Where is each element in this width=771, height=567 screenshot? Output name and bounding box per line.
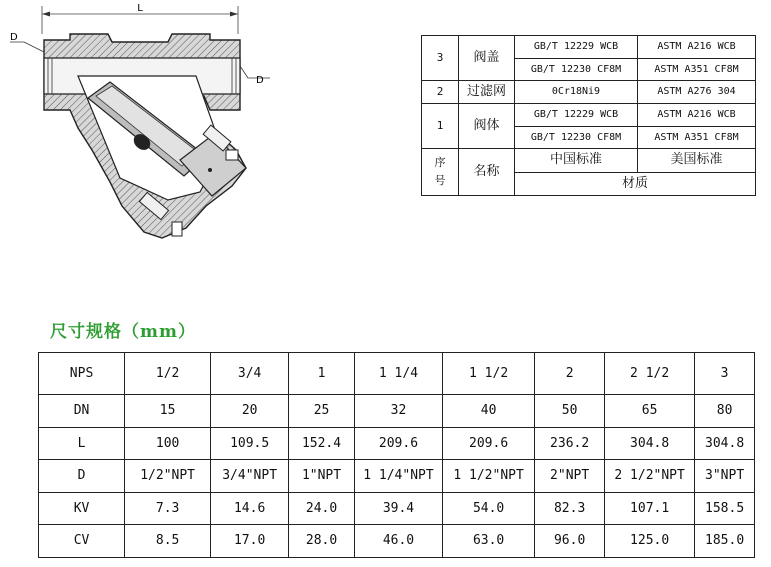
row-label: L: [39, 427, 125, 460]
dimensions-row-nps: [39, 353, 755, 395]
dimension-cell: 2 1/2"NPT: [605, 460, 695, 493]
dimension-cell: 107.1: [605, 492, 695, 525]
dimension-cell: 25: [289, 395, 355, 428]
dimension-cell: 50: [535, 395, 605, 428]
callout-leader-left: [10, 42, 44, 52]
dimension-cell: 40: [443, 395, 535, 428]
dimension-cell: 1 1/4"NPT: [354, 460, 442, 493]
dimension-cell: 3/4"NPT: [211, 460, 289, 493]
dimension-cell: 125.0: [605, 525, 695, 558]
dimension-cell: 63.0: [443, 525, 535, 558]
dimension-cell: 3/4: [211, 353, 289, 395]
callout-label-right: D: [256, 75, 264, 86]
dimension-cell: 65: [605, 395, 695, 428]
dimension-cell: 236.2: [535, 427, 605, 460]
dimension-cell: 1/2"NPT: [125, 460, 211, 493]
dimension-cell: 28.0: [289, 525, 355, 558]
row-number: 1: [422, 104, 459, 149]
dimension-cell: 32: [354, 395, 442, 428]
header-us-standard: 美国标准: [638, 149, 756, 173]
cn-standard: GB/T 12230 CF8M: [515, 58, 638, 81]
dimension-cell: 2 1/2: [605, 353, 695, 395]
row-label: KV: [39, 492, 125, 525]
part-name: 阀体: [459, 104, 515, 149]
dimension-cell: 1/2: [125, 353, 211, 395]
callout-label-left: D: [10, 32, 18, 43]
material-table: [421, 35, 756, 196]
us-standard: ASTM A216 WCB: [638, 36, 756, 59]
dimension-cell: 304.8: [695, 427, 755, 460]
header-seq-line1: 序: [434, 156, 446, 169]
dimensions-title: 尺寸规格（mm）: [50, 322, 196, 342]
dimension-cell: 8.5: [125, 525, 211, 558]
row-label: D: [39, 460, 125, 493]
dimension-cell: 1"NPT: [289, 460, 355, 493]
y-strainer-drawing: [0, 0, 300, 260]
dimension-cell: 3"NPT: [695, 460, 755, 493]
callout-leader-right: [240, 66, 270, 78]
us-standard: ASTM A351 CF8M: [638, 126, 756, 149]
dimension-cell: 1: [289, 353, 355, 395]
dimension-cell: 109.5: [211, 427, 289, 460]
dimension-cell: 2: [535, 353, 605, 395]
material-header-row: [422, 149, 756, 173]
dimensions-row-kv: [39, 492, 755, 525]
cn-standard: 0Cr18Ni9: [515, 81, 638, 104]
dimension-cell: 7.3: [125, 492, 211, 525]
dimension-cell: 1 1/4: [354, 353, 442, 395]
dimensions-row-d: [39, 460, 755, 493]
material-row: [422, 104, 756, 127]
cn-standard: GB/T 12230 CF8M: [515, 126, 638, 149]
dimension-cell: 304.8: [605, 427, 695, 460]
us-standard: ASTM A351 CF8M: [638, 58, 756, 81]
dimension-cell: 80: [695, 395, 755, 428]
dimension-cell: 158.5: [695, 492, 755, 525]
dimension-cell: 100: [125, 427, 211, 460]
us-standard: ASTM A216 WCB: [638, 104, 756, 127]
cn-standard: GB/T 12229 WCB: [515, 104, 638, 127]
row-number: 3: [422, 36, 459, 81]
dimension-cell: 39.4: [354, 492, 442, 525]
dimension-cell: 3: [695, 353, 755, 395]
row-number: 2: [422, 81, 459, 104]
material-row: [422, 36, 756, 59]
us-standard: ASTM A276 304: [638, 81, 756, 104]
dimension-cell: 14.6: [211, 492, 289, 525]
row-label: NPS: [39, 353, 125, 395]
dimension-cell: 54.0: [443, 492, 535, 525]
dimensions-row-cv: [39, 525, 755, 558]
part-name: 阀盖: [459, 36, 515, 81]
dimension-cell: 1 1/2: [443, 353, 535, 395]
part-name: 过滤网: [459, 81, 515, 104]
dimension-cell: 46.0: [354, 525, 442, 558]
cn-standard: GB/T 12229 WCB: [515, 36, 638, 59]
header-name: 名称: [459, 149, 515, 196]
header-seq-line2: 号: [434, 174, 446, 187]
dimension-cell: 209.6: [354, 427, 442, 460]
header-material: 材质: [515, 172, 756, 196]
header-cn-standard: 中国标准: [515, 149, 638, 173]
dimension-cell: 96.0: [535, 525, 605, 558]
dimensions-table: [38, 352, 755, 558]
dimension-label-l: L: [137, 3, 143, 14]
header-seq: [422, 149, 459, 196]
dimension-cell: 2"NPT: [535, 460, 605, 493]
dimension-cell: 20: [211, 395, 289, 428]
dimension-cell: 24.0: [289, 492, 355, 525]
row-label: DN: [39, 395, 125, 428]
dimension-cell: 185.0: [695, 525, 755, 558]
material-row: [422, 81, 756, 104]
dimension-cell: 15: [125, 395, 211, 428]
dimensions-row-l: [39, 427, 755, 460]
dimension-cell: 209.6: [443, 427, 535, 460]
dimension-cell: 17.0: [211, 525, 289, 558]
row-label: CV: [39, 525, 125, 558]
dimension-cell: 1 1/2"NPT: [443, 460, 535, 493]
dimension-cell: 152.4: [289, 427, 355, 460]
dimension-cell: 82.3: [535, 492, 605, 525]
dimensions-row-dn: [39, 395, 755, 428]
